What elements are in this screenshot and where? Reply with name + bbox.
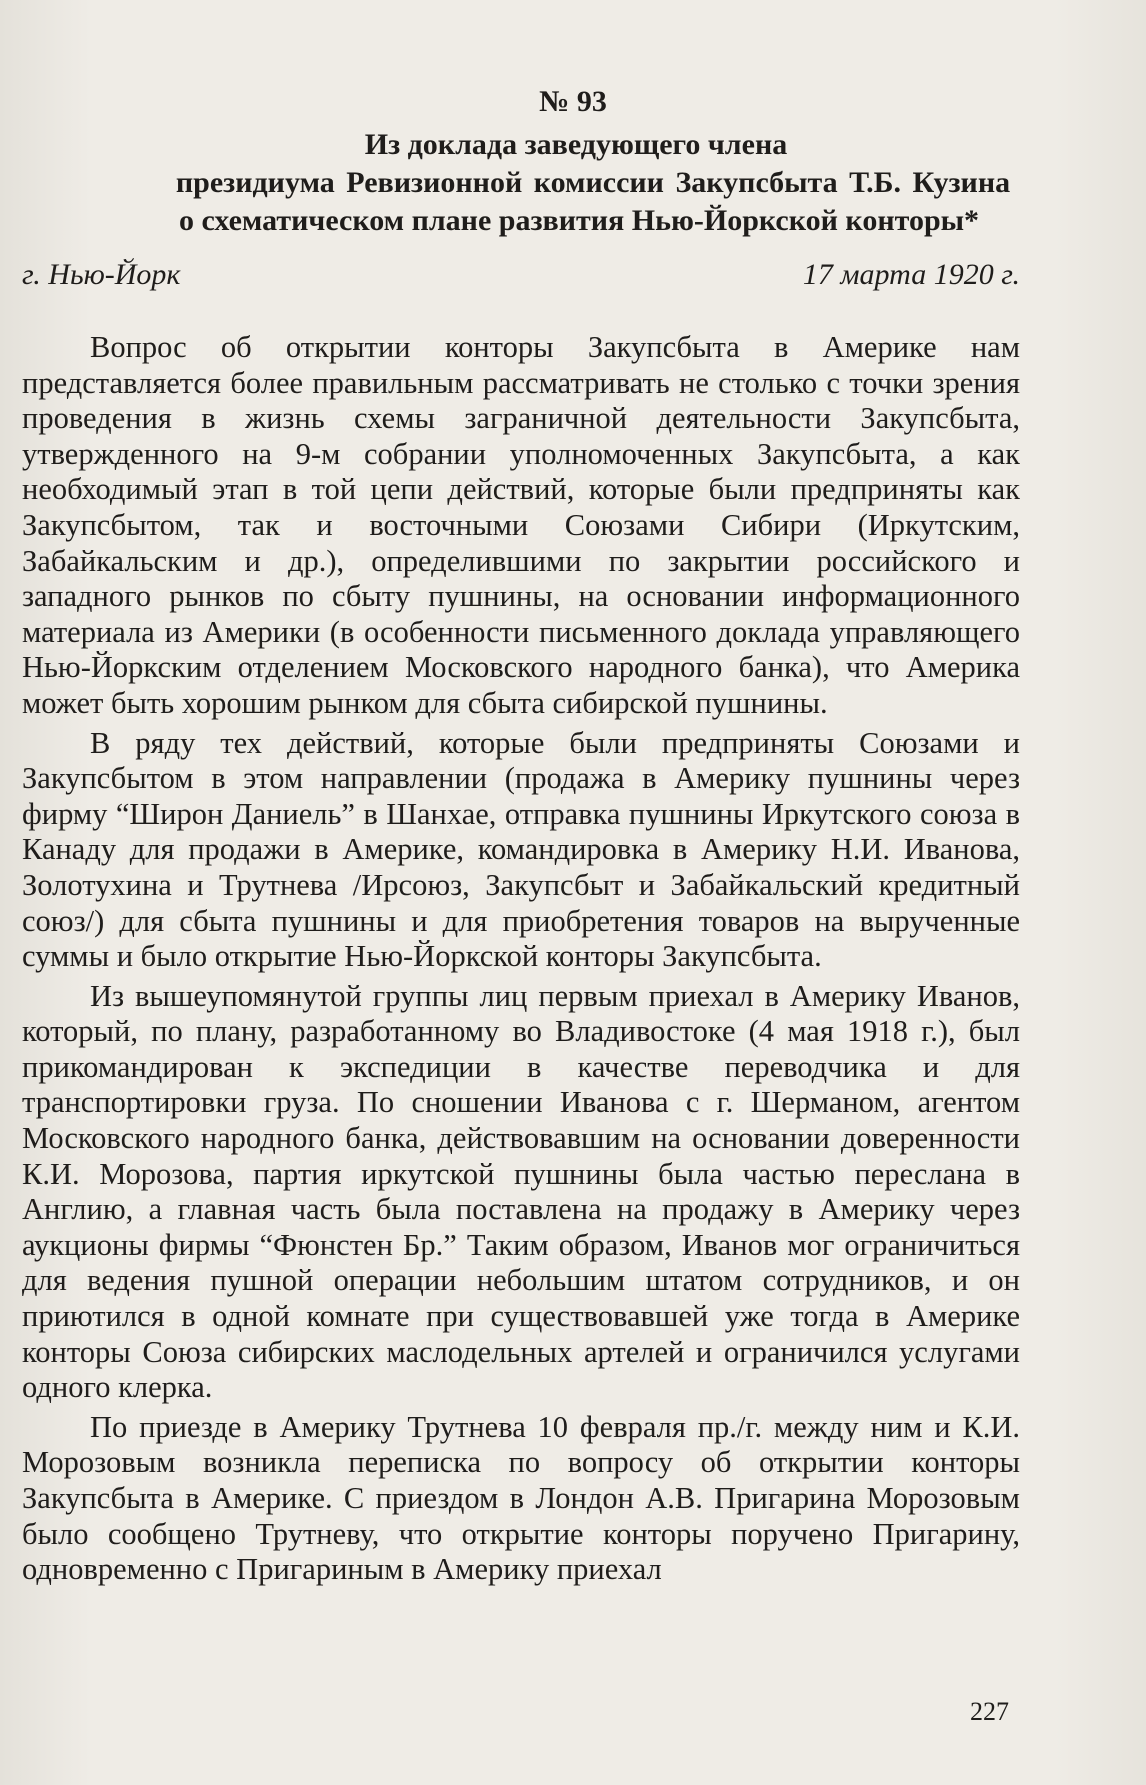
title-line-1: Из доклада заведующего члена [364, 128, 788, 161]
paragraph-3: Из вышеупомянутой группы лиц первым приехал в Америку Иванов, который, по плану, разработанному во Владивостоке (4 мая 1918 г.), был прикомандирован к экспедиции в качестве переводчика и для транспортировки груза. По сношении Иванова с г. Шерманом, агентом Московского народного банка, действовавшим на основании доверенности К.И. Морозова, партия иркутской пушнины была частью переслана в Англию, а главная часть была поставлена на продажу в Америку через аукционы фирмы “Фюнстен Бр.” Таким образом, Иванов мог ограничиться для ведения пушной операции небольшим штатом сотрудников, и он приютился в одной комнате при существовавшей уже тогда в Америке конторы Союза сибирских маслодельных артелей и ограничился услугами одного клерка. [22, 978, 1020, 1405]
document-body [22, 330, 1020, 1588]
paragraph-1: Вопрос об открытии конторы Закупсбыта в Америке нам представляется более правильным рассматривать не столько с точки зрения проведения в жизнь схемы заграничной деятельности Закупсбыта, утвержденного на 9-м собрании уполномоченных Закупсбыта, а как необходимый этап в той цепи действий, которые были предприняты как Закупсбытом, так и восточными Союзами Сибири (Иркутским, Забайкальским и др.), определившими по закрытии российского и западного рынков по сбыту пушнины, на основании информационного материала из Америки (в особенности письменного доклада управляющего Нью-Йоркским отделением Московского народного банка), что Америка может быть хорошим рынком для сбыта сибирской пушнины. [22, 330, 1020, 720]
title-line-3: о схематическом плане развития Нью-Йоркской конторы* [178, 204, 980, 237]
paragraph-4: По приезде в Америку Трутнева 10 февраля пр./г. между ним и К.И. Морозовым возникла переписка по вопросу об открытии конторы Закупсбыта в Америке. С приездом в Лондон А.В. Пригарина Морозовым было сообщено Трутневу, что открытие конторы поручено Пригарину, одновременно с Пригариным в Америку приехал [22, 1409, 1020, 1587]
document-number: № 93 [539, 85, 607, 118]
document-title [0, 126, 1146, 240]
document-date: 17 марта 1920 г. [802, 258, 1020, 291]
document-place: г. Нью-Йорк [22, 258, 181, 291]
title-line-2: президиума Ревизионной комиссии Закупсбыта Т.Б. Кузина [175, 166, 1011, 199]
paragraph-2: В ряду тех действий, которые были предприняты Союзами и Закупсбытом в этом направлении (продажа в Америку пушнины через фирму “Широн Даниель” в Шанхае, отправка пушнины Иркутского союза в Канаду для продажи в Америке, командировка в Америку Н.И. Иванова, Золотухина и Трутнева /Ирсоюз, Закупсбыт и Забайкальский кредитный союз/) для сбыта пушнины и для приобретения товаров на вырученные суммы и было открытие Нью-Йоркской конторы Закупсбыта. [22, 725, 1020, 974]
page-number: 227 [970, 1697, 1009, 1726]
